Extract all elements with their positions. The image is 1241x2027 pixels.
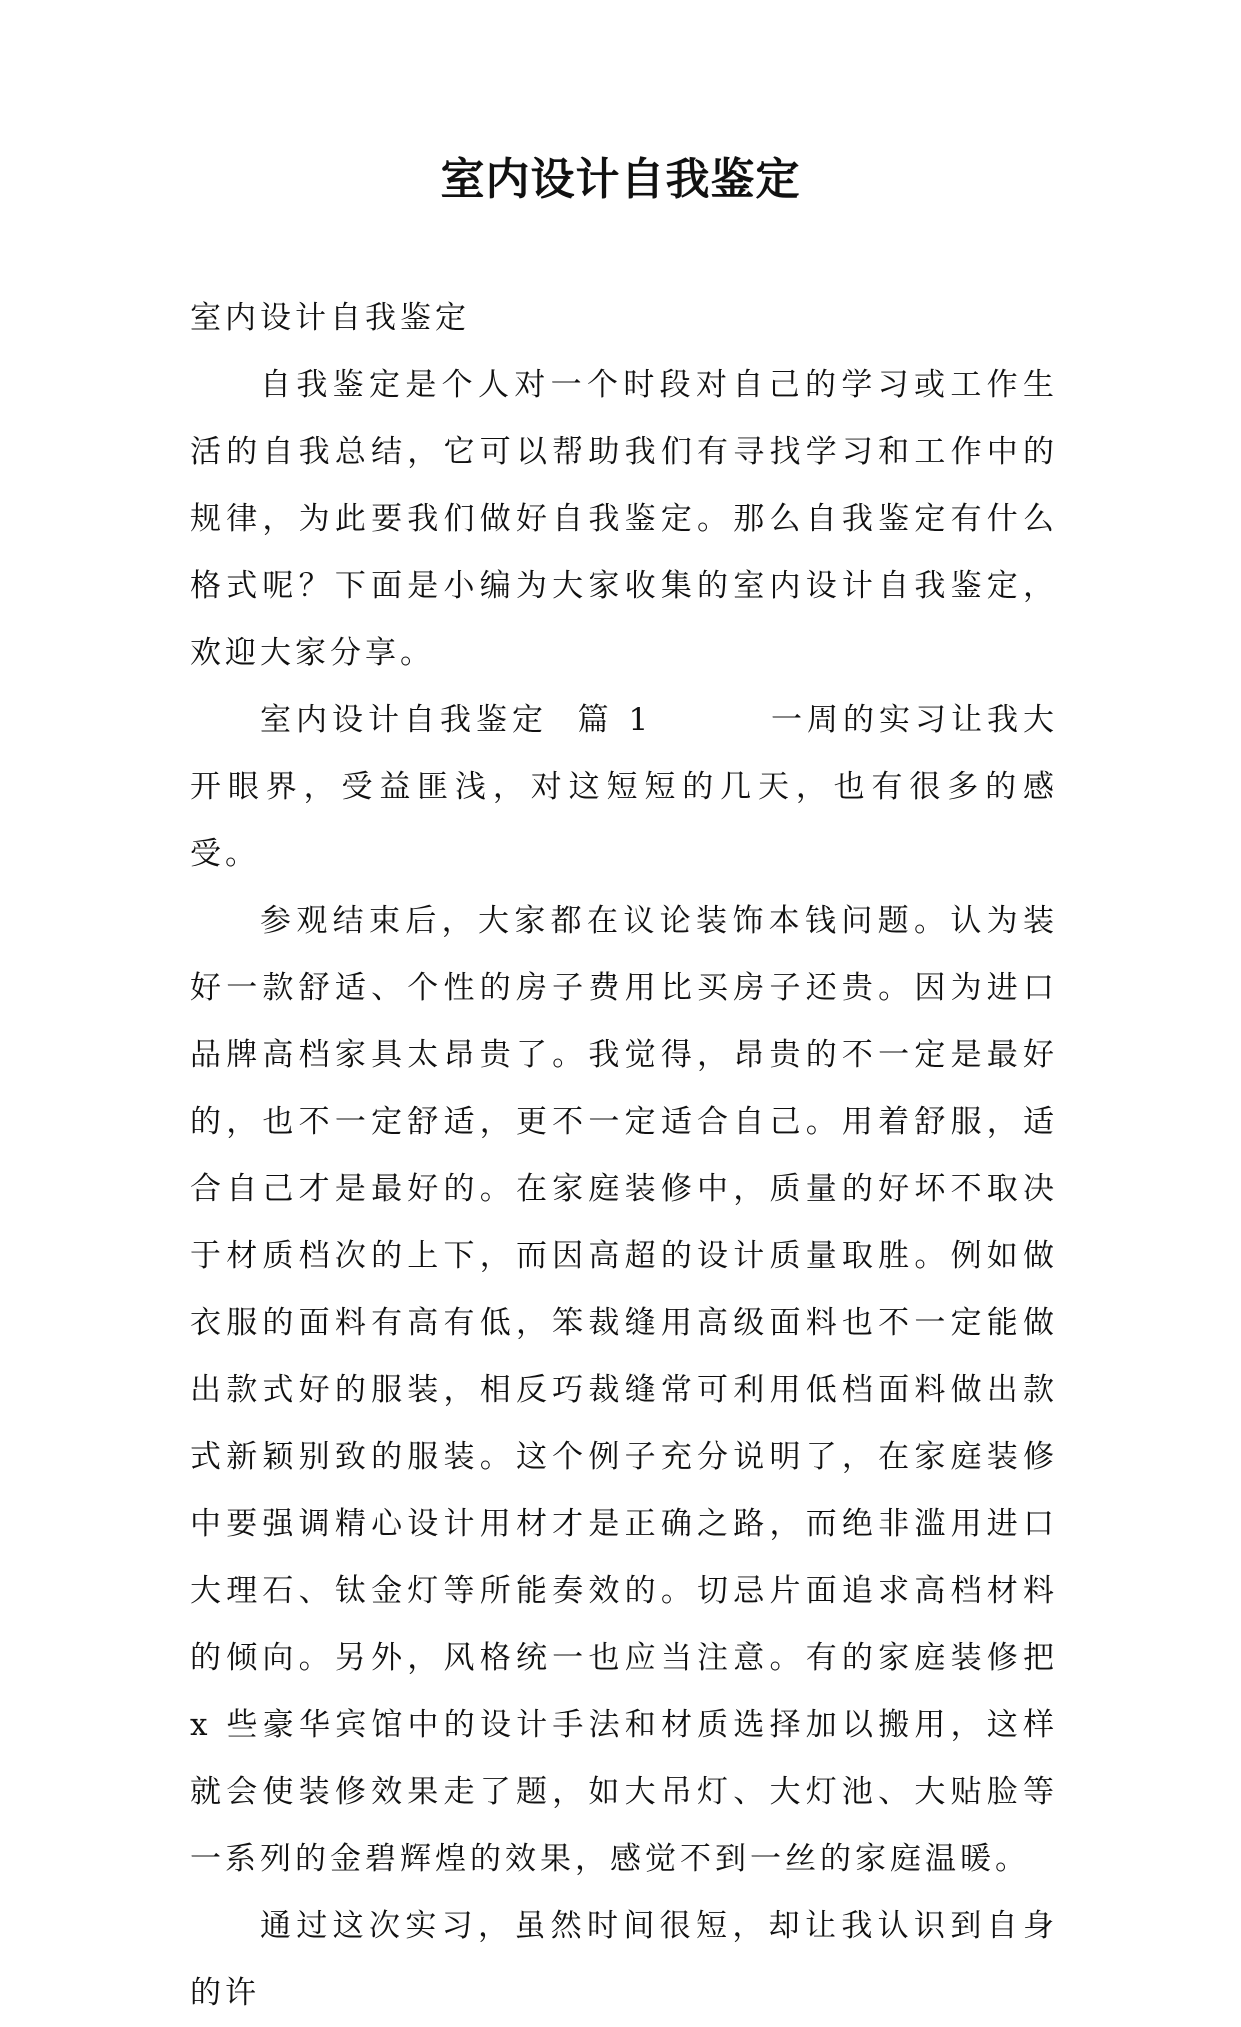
paragraph-internship-summary: 通过这次实习，虽然时间很短，却让我认识到自身的许 [190,1908,1058,2011]
document-title: 室内设计自我鉴定 [440,154,801,205]
paragraph-visit-reflection: 参观结束后，大家都在议论装饰本钱问题。认为装好一款舒适、个性的房子费用比买房子还贵。因为进口品牌高档家具太昂贵了。我觉得，昂贵的不一定是最好的，也不一定舒适，更不一定适合自己。用着舒服，适合自己才是最好的。在家庭装修中，质量的好坏不取决于材质档次的上下，而因高超的设计质量取胜。例如做衣服的面料有高有低，笨裁缝用高级面料也不一定能做出款式好的服装，相反巧裁缝常可利用低档面料做出款式新颖别致的服装。这个例子充分说明了，在家庭装修中要强调精心设计用材才是正确之路，而绝非滥用进口大理石、钛金灯等所能奏效的。切忌片面追求高档材料的倾向。另外，风格统一也应当注意。有的家庭装修把 x 些豪华宾馆中的设计手法和材质选择加以搬用，这样就会使装修效果走了题，如大吊灯、大灯池、大贴脸等一系列的金碧辉煌的效果，感觉不到一丝的家庭温暖。 [190,903,1058,1877]
paragraph-section-1: 室内设计自我鉴定 篇 1 一周的实习让我大开眼界，受益匪浅，对这短短的几天，也有很多的感受。 [190,702,1058,872]
paragraph-intro: 自我鉴定是个人对一个时段对自己的学习或工作生活的自我总结，它可以帮助我们有寻找学习和工作中的规律，为此要我们做好自我鉴定。那么自我鉴定有什么格式呢？下面是小编为大家收集的室内设计自我鉴定，欢迎大家分享。 [190,367,1058,671]
document-subtitle: 室内设计自我鉴定 [190,300,470,336]
document-body [190,285,1058,2027]
